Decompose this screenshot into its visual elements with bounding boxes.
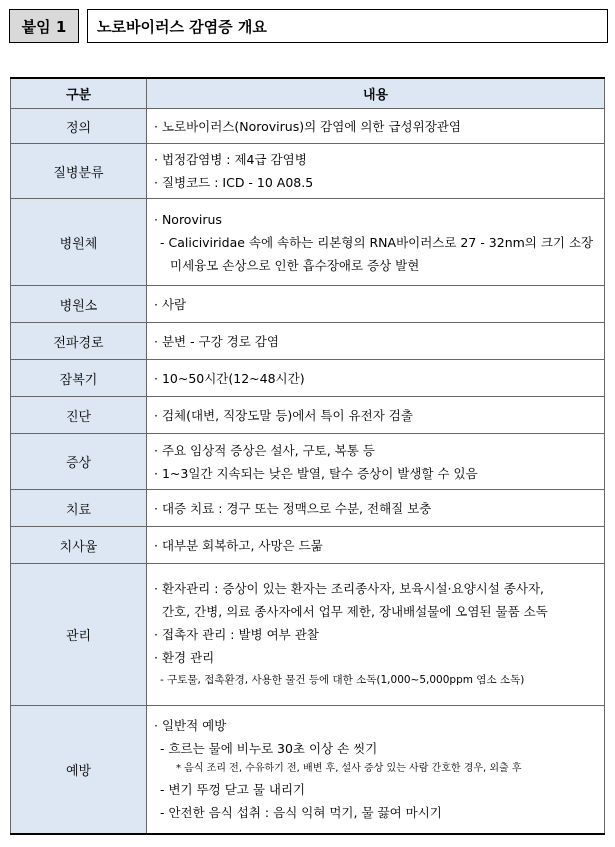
row-content-diagnosis: [147, 397, 605, 434]
content-line: 간호, 간병, 의료 종사자에서 업무 제한, 장내배설물에 오염된 물품 소독: [162, 604, 548, 619]
content-line: · 대부분 회복하고, 사망은 드묾: [154, 537, 323, 553]
content-line: - Caliciviridae 속에 속하는 리본형의 RNA바이러스로 27 - 32nm의 크기 소장: [160, 234, 594, 250]
row-label-incubation: 잠복기: [11, 360, 147, 397]
row-label-management: 관리: [11, 564, 147, 706]
attachment-header: [9, 9, 608, 45]
content-line: 미세융모 손상으로 인한 흡수장애로 증상 발현: [170, 257, 420, 273]
document-title: 노로바이러스 감염증 개요: [87, 9, 608, 43]
row-label-reservoir: 병원소: [11, 286, 147, 323]
content-line: · 질병코드 : ICD - 10 A08.5: [154, 175, 314, 190]
table-row: [11, 490, 605, 527]
table-row: [11, 199, 605, 286]
table-row: [11, 323, 605, 360]
content-line: - 변기 뚜껑 닫고 물 내리기: [160, 782, 306, 798]
content-line: - 안전한 음식 섭취 : 음식 익혀 먹기, 물 끓여 마시기: [160, 805, 442, 821]
content-line: - 흐르는 물에 비누로 30초 이상 손 씻기: [160, 741, 378, 757]
row-content-incubation: [147, 360, 605, 397]
row-label-classification: 질병분류: [11, 144, 147, 199]
table-row: [11, 397, 605, 434]
content-line: · 법정감염병 : 제4급 감염병: [154, 152, 307, 167]
row-label-definition: 정의: [11, 109, 147, 144]
row-label-transmission: 전파경로: [11, 323, 147, 360]
row-content-symptoms: [147, 434, 605, 490]
content-line: · 접촉자 관리 : 발병 여부 관찰: [154, 627, 319, 642]
row-content-treatment: [147, 490, 605, 527]
table-row: [11, 109, 605, 144]
column-header-category: 구분: [11, 78, 147, 109]
content-line: · 대증 치료 : 경구 또는 정맥으로 수분, 전해질 보충: [154, 500, 432, 516]
content-line: * 음식 조리 전, 수유하기 전, 배변 후, 설사 증상 있는 사람 간호한 경우, 외출 후: [176, 763, 522, 775]
row-content-classification: [147, 144, 605, 199]
content-line: · 환경 관리: [154, 650, 215, 665]
content-line: · 주요 임상적 증상은 설사, 구토, 복통 등: [154, 442, 375, 458]
row-label-symptoms: 증상: [11, 434, 147, 490]
table-row: [11, 564, 605, 706]
row-content-management: [147, 564, 605, 706]
content-line: · 분변 - 구강 경로 감염: [154, 333, 279, 349]
row-label-prevention: 예방: [11, 706, 147, 834]
row-content-prevention: [147, 706, 605, 834]
content-line: · 검체(대변, 직장도말 등)에서 특이 유전자 검출: [154, 407, 413, 423]
table-row: [11, 144, 605, 199]
table-row: [11, 434, 605, 490]
row-content-definition: [147, 109, 605, 144]
content-line: · Norovirus: [154, 211, 222, 227]
row-label-treatment: 치료: [11, 490, 147, 527]
content-line: · 사람: [154, 296, 187, 312]
content-line: · 노로바이러스(Norovirus)의 감염에 의한 급성위장관염: [154, 118, 461, 134]
column-header-content: 내용: [147, 78, 605, 109]
attachment-badge: 붙임 1: [9, 9, 79, 43]
table-row: [11, 706, 605, 834]
row-content-reservoir: [147, 286, 605, 323]
row-label-diagnosis: 진단: [11, 397, 147, 434]
content-line: · 일반적 예방: [154, 718, 227, 734]
content-line: · 10~50시간(12~48시간): [154, 370, 305, 386]
row-label-pathogen: 병원체: [11, 199, 147, 286]
table-row: [11, 360, 605, 397]
row-content-pathogen: [147, 199, 605, 286]
content-line: · 환자관리 : 증상이 있는 환자는 조리종사자, 보육시설·요양시설 종사자,: [154, 581, 544, 596]
row-label-fatality: 치사율: [11, 527, 147, 564]
row-content-fatality: [147, 527, 605, 564]
content-line: - 구토물, 접촉환경, 사용한 물건 등에 대한 소독(1,000~5,000ppm 염소 소독): [160, 674, 525, 686]
table-row: [11, 527, 605, 564]
table-row: [11, 286, 605, 323]
overview-table: [10, 77, 605, 835]
content-line: · 1~3일간 지속되는 낮은 발열, 탈수 증상이 발생할 수 있음: [154, 465, 478, 481]
row-content-transmission: [147, 323, 605, 360]
